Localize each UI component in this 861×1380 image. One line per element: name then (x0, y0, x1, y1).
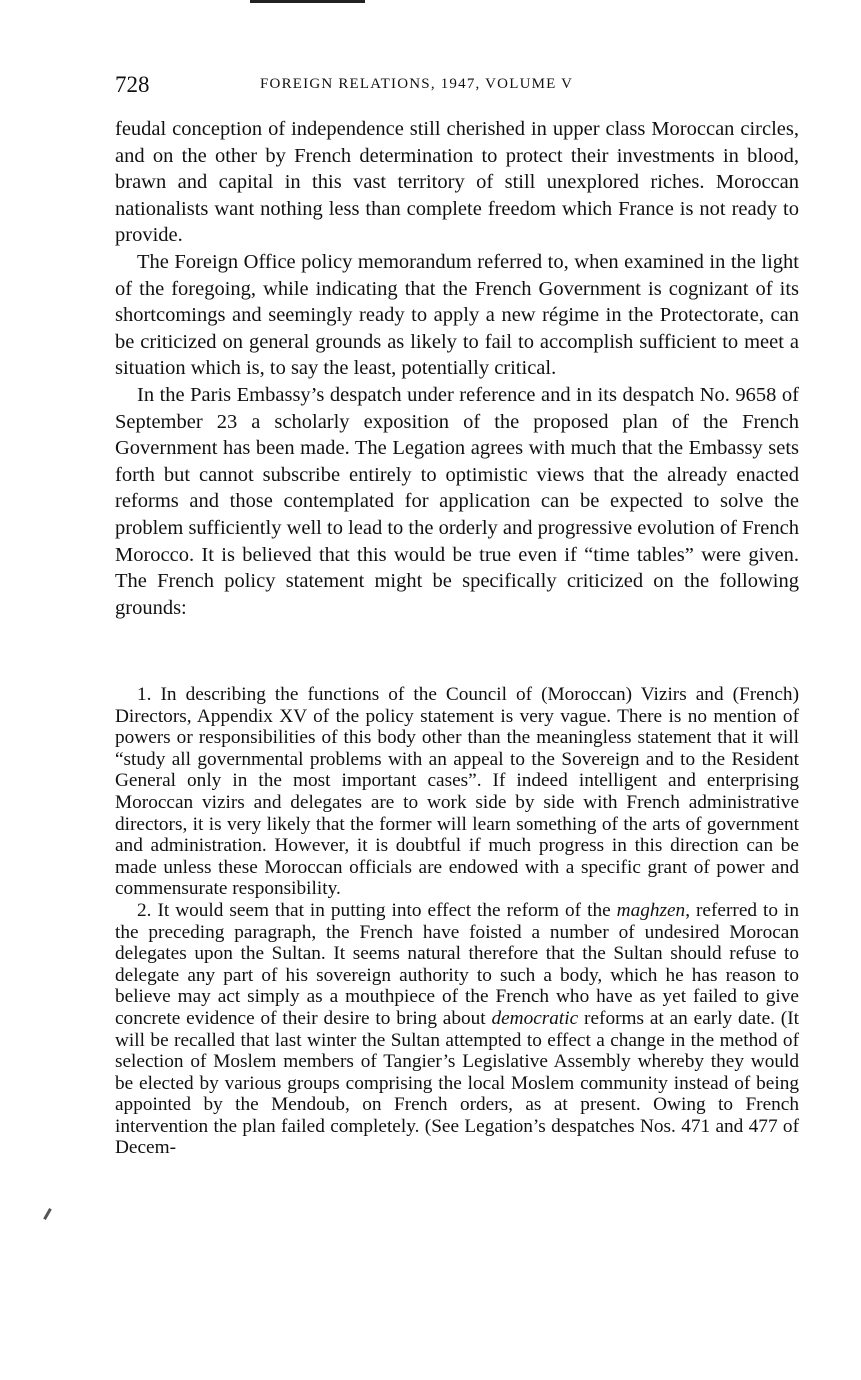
point-2-term-democratic: democratic (491, 1007, 579, 1029)
point-1: 1. In describing the functions of the Council of (Moroccan) Vizirs and (French) Directors, Appendix XV of the policy statement is very vague. There is no mention of powers or responsibilities of this body other than the meaningless statement that it will “study all governmental problems with an appeal to the Sovereign and to the Resident General only in the most important cases”. If indeed intelligent and enterprising Moroccan vizirs and delegates are to work side by side with French administrative directors, it is very likely that the former will learn something of the arts of government and administration. However, it is doubtful if much progress in this direction can be made unless these Moroccan officials are endowed with a specific grant of power and commensurate responsibility. (115, 684, 799, 900)
criticism-points (115, 684, 799, 1159)
running-head: FOREIGN RELATIONS, 1947, VOLUME V (260, 76, 574, 92)
page-header (115, 72, 798, 102)
margin-mark (43, 1208, 52, 1220)
point-2-text-a: 2. It would seem that in putting into effect the reform of the (137, 899, 617, 921)
top-rule (250, 0, 365, 3)
page-number: 728 (115, 72, 150, 97)
point-2 (115, 900, 799, 1159)
paragraph-paris-embassy: In the Paris Embassy’s despatch under reference and in its despatch No. 9658 of September 23 a scholarly exposition of the proposed plan of the French Government has been made. The Legation agrees with much that the Embassy sets forth but cannot subscribe entirely to optimistic views that the already enacted reforms and those contemplated for application can be expected to solve the problem sufficiently well to lead to the orderly and progressive evolution of French Morocco. It is believed that this would be true even if “time tables” were given. The French policy statement might be specifically criticized on the following grounds: (115, 383, 799, 619)
point-2-text-c: , referred to in the preceding paragraph, the French have foisted a number of undesired Morocan delegates upon the Sultan. It seems natural therefore that the Sultan should refuse to delegate any part of his sovereign authority to such a body, which he has reason to believe may act simply as a mouthpiece of the French who have as yet failed to give concrete evidence of their desire to bring about (115, 899, 799, 1029)
point-2-text-e: reforms at an early date. (It will be recalled that last winter the Sultan attempted to effect a change in the method of selection of Moslem members of Tangier’s Legislative Assembly whereby they would be elected by various groups comprising the local Moslem community instead of being appointed by the Mendoub, on French orders, as at present. Owing to French intervention the plan failed completely. (See Legation’s despatches Nos. 471 and 477 of Decem- (115, 1007, 799, 1159)
point-2-term-maghzen: maghzen (616, 899, 686, 921)
body-text (115, 116, 799, 621)
paragraph-foreign-office-memo: The Foreign Office policy memorandum referred to, when examined in the light of the foregoing, while indicating that the French Government is cognizant of its shortcomings and seemingly ready to apply a new régime in the Protectorate, can be criticized on general grounds as likely to fail to accomplish sufficient to meet a situation which is, to say the least, potentially critical. (115, 250, 799, 380)
paragraph-continued: feudal conception of independence still cherished in upper class Moroccan circles, and on the other by French determination to protect their investments in blood, brawn and capital in this vast territory of still unexplored riches. Moroccan nationalists want nothing less than complete freedom which France is not ready to provide. (115, 118, 799, 247)
